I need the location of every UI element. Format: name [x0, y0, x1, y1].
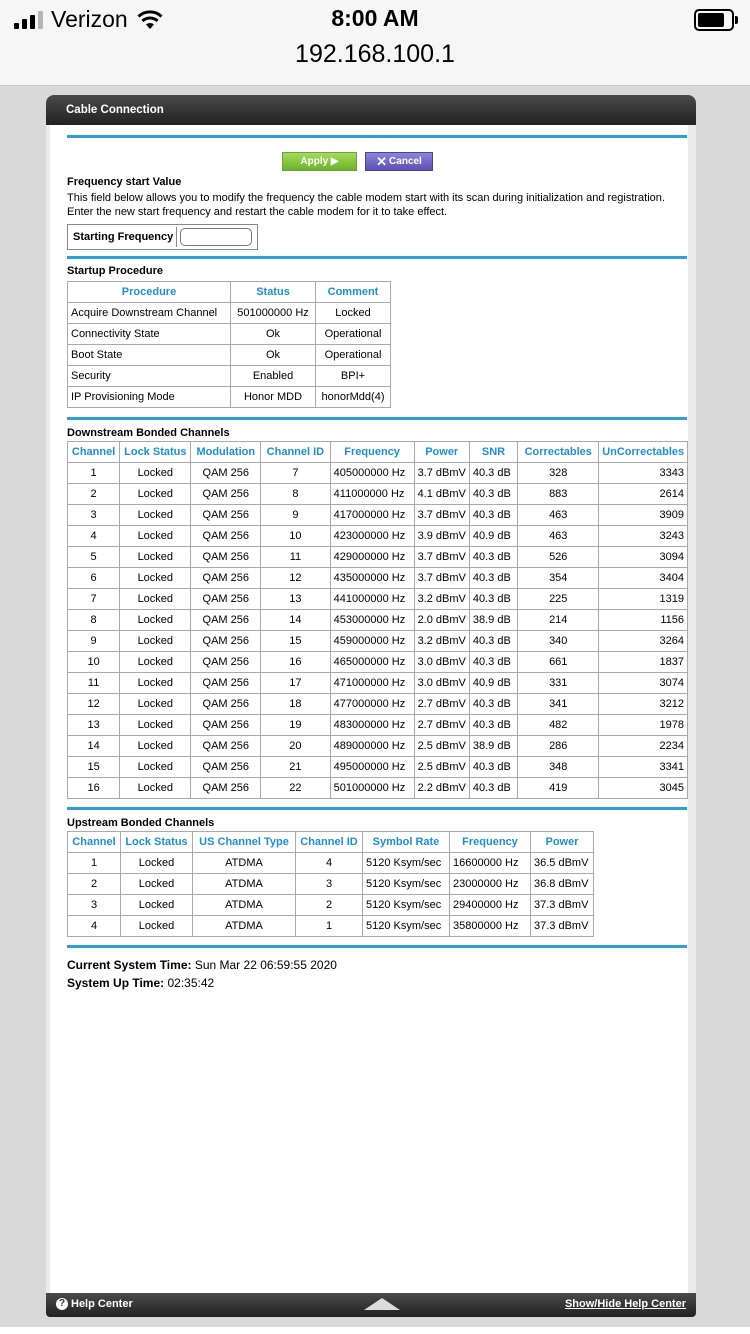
system-up-time — [67, 976, 688, 990]
upstream-cell: 5120 Ksym/sec — [363, 895, 450, 916]
startup-header-row — [68, 282, 391, 303]
upstream-column-header: Channel ID — [296, 832, 363, 853]
downstream-cell: 417000000 Hz — [330, 505, 414, 526]
upstream-cell: ATDMA — [193, 853, 296, 874]
downstream-column-header: UnCorrectables — [599, 442, 688, 463]
downstream-cell: 463 — [518, 526, 599, 547]
table-row — [68, 526, 688, 547]
downstream-cell: QAM 256 — [191, 505, 261, 526]
action-buttons — [67, 152, 688, 171]
upstream-cell: 1 — [296, 916, 363, 937]
downstream-cell: 40.3 dB — [469, 757, 517, 778]
table-row — [68, 324, 391, 345]
upstream-cell: Locked — [121, 916, 193, 937]
downstream-cell: 331 — [518, 673, 599, 694]
frequency-description: This field below allows you to modify the frequency the cable modem start with its scan during initialization and registration. Enter the new start frequency and restart the cable modem for it to take effect. — [67, 192, 665, 218]
table-row — [68, 874, 594, 895]
downstream-cell: 21 — [261, 757, 331, 778]
downstream-cell: 10 — [261, 526, 331, 547]
downstream-cell: 3404 — [599, 568, 688, 589]
downstream-cell: 15 — [261, 631, 331, 652]
table-row — [68, 366, 391, 387]
battery-icon — [694, 9, 734, 31]
downstream-column-header: SNR — [469, 442, 517, 463]
downstream-cell: 348 — [518, 757, 599, 778]
system-time-label: Current System Time: — [67, 958, 192, 972]
upstream-cell: 36.8 dBmV — [531, 874, 594, 895]
downstream-cell: 40.3 dB — [469, 505, 517, 526]
upstream-cell: Locked — [121, 853, 193, 874]
downstream-cell: 429000000 Hz — [330, 547, 414, 568]
table-row — [68, 736, 688, 757]
upstream-cell: 35800000 Hz — [450, 916, 531, 937]
downstream-cell: 2 — [68, 484, 120, 505]
downstream-cell: Locked — [120, 631, 191, 652]
downstream-cell: QAM 256 — [191, 547, 261, 568]
upstream-cell: Locked — [121, 874, 193, 895]
downstream-cell: 10 — [68, 652, 120, 673]
downstream-cell: 3.0 dBmV — [414, 673, 469, 694]
downstream-cell: 3264 — [599, 631, 688, 652]
startup-cell: Locked — [316, 303, 391, 324]
apply-button[interactable]: Apply ▶ — [282, 152, 357, 171]
upstream-heading: Upstream Bonded Channels — [67, 817, 215, 829]
upstream-cell: 4 — [296, 853, 363, 874]
downstream-cell: 16 — [261, 652, 331, 673]
downstream-cell: 1 — [68, 463, 120, 484]
downstream-cell: Locked — [120, 610, 191, 631]
help-icon: ? — [56, 1298, 68, 1310]
downstream-cell: 9 — [261, 505, 331, 526]
current-system-time — [67, 958, 688, 972]
downstream-cell: 405000000 Hz — [330, 463, 414, 484]
downstream-cell: 40.9 dB — [469, 526, 517, 547]
downstream-cell: 3243 — [599, 526, 688, 547]
startup-column-header: Status — [231, 282, 316, 303]
downstream-cell: 8 — [68, 610, 120, 631]
downstream-cell: 419 — [518, 778, 599, 799]
downstream-cell: 40.3 dB — [469, 652, 517, 673]
carrier-name: Verizon — [51, 6, 128, 32]
downstream-cell: 465000000 Hz — [330, 652, 414, 673]
downstream-cell: 12 — [261, 568, 331, 589]
startup-cell: honorMdd(4) — [316, 387, 391, 408]
upstream-cell: ATDMA — [193, 916, 296, 937]
table-row — [68, 652, 688, 673]
upstream-cell: Locked — [121, 895, 193, 916]
table-row — [68, 345, 391, 366]
downstream-cell: 477000000 Hz — [330, 694, 414, 715]
startup-cell: Boot State — [68, 345, 231, 366]
downstream-column-header: Channel ID — [261, 442, 331, 463]
downstream-cell: 328 — [518, 463, 599, 484]
system-time-value: Sun Mar 22 06:59:55 2020 — [194, 958, 337, 972]
downstream-cell: 3909 — [599, 505, 688, 526]
cancel-label: Cancel — [389, 156, 422, 167]
startup-heading: Startup Procedure — [67, 265, 163, 277]
downstream-cell: Locked — [120, 736, 191, 757]
panel-content — [50, 125, 688, 1293]
downstream-cell: 883 — [518, 484, 599, 505]
downstream-cell: 11 — [68, 673, 120, 694]
downstream-cell: 7 — [68, 589, 120, 610]
downstream-cell: 40.3 dB — [469, 484, 517, 505]
downstream-cell: QAM 256 — [191, 673, 261, 694]
downstream-cell: 12 — [68, 694, 120, 715]
downstream-cell: 1837 — [599, 652, 688, 673]
downstream-cell: 40.3 dB — [469, 715, 517, 736]
downstream-cell: 6 — [68, 568, 120, 589]
downstream-cell: QAM 256 — [191, 778, 261, 799]
downstream-cell: 4.1 dBmV — [414, 484, 469, 505]
downstream-cell: 2.5 dBmV — [414, 757, 469, 778]
downstream-column-header: Modulation — [191, 442, 261, 463]
downstream-cell: 3094 — [599, 547, 688, 568]
downstream-cell: 661 — [518, 652, 599, 673]
divider — [67, 417, 687, 420]
upstream-cell: 3 — [68, 895, 121, 916]
table-row — [68, 387, 391, 408]
downstream-cell: 495000000 Hz — [330, 757, 414, 778]
clock: 8:00 AM — [331, 5, 419, 31]
startup-column-header: Procedure — [68, 282, 231, 303]
downstream-cell: 3 — [68, 505, 120, 526]
downstream-column-header: Lock Status — [120, 442, 191, 463]
divider — [67, 135, 687, 138]
downstream-cell: 38.9 dB — [469, 610, 517, 631]
downstream-cell: 9 — [68, 631, 120, 652]
upstream-cell: 5120 Ksym/sec — [363, 874, 450, 895]
panel-title: Cable Connection — [46, 95, 696, 125]
help-center-link[interactable] — [56, 1298, 133, 1310]
startup-cell: Security — [68, 366, 231, 387]
table-row — [68, 895, 594, 916]
downstream-cell: QAM 256 — [191, 463, 261, 484]
downstream-cell: 14 — [261, 610, 331, 631]
help-center-label: Help Center — [71, 1298, 133, 1310]
startup-cell: Honor MDD — [231, 387, 316, 408]
table-row — [68, 631, 688, 652]
downstream-cell: Locked — [120, 715, 191, 736]
downstream-cell: 40.3 dB — [469, 463, 517, 484]
table-row — [68, 568, 688, 589]
downstream-table — [67, 441, 688, 799]
downstream-cell: 15 — [68, 757, 120, 778]
downstream-cell: 8 — [261, 484, 331, 505]
downstream-heading: Downstream Bonded Channels — [67, 427, 230, 439]
downstream-cell: QAM 256 — [191, 589, 261, 610]
table-row — [68, 463, 688, 484]
downstream-cell: 3.7 dBmV — [414, 463, 469, 484]
downstream-cell: 22 — [261, 778, 331, 799]
table-row — [68, 610, 688, 631]
startup-cell: BPI+ — [316, 366, 391, 387]
downstream-cell: 17 — [261, 673, 331, 694]
downstream-cell: 214 — [518, 610, 599, 631]
table-row — [68, 853, 594, 874]
downstream-cell: 2234 — [599, 736, 688, 757]
ios-status-bar — [0, 0, 750, 86]
upstream-column-header: Frequency — [450, 832, 531, 853]
downstream-cell: Locked — [120, 505, 191, 526]
downstream-cell: 3.7 dBmV — [414, 547, 469, 568]
downstream-cell: Locked — [120, 673, 191, 694]
downstream-cell: 441000000 Hz — [330, 589, 414, 610]
downstream-cell: 482 — [518, 715, 599, 736]
downstream-cell: 526 — [518, 547, 599, 568]
downstream-column-header: Power — [414, 442, 469, 463]
startup-cell: Connectivity State — [68, 324, 231, 345]
downstream-cell: 453000000 Hz — [330, 610, 414, 631]
upstream-cell: 16600000 Hz — [450, 853, 531, 874]
upstream-cell: 4 — [68, 916, 121, 937]
downstream-cell: 286 — [518, 736, 599, 757]
table-row — [68, 694, 688, 715]
startup-cell: Operational — [316, 345, 391, 366]
downstream-cell: 5 — [68, 547, 120, 568]
show-hide-help-link[interactable]: Show/Hide Help Center — [564, 1298, 686, 1310]
upstream-cell: 37.3 dBmV — [531, 895, 594, 916]
downstream-cell: Locked — [120, 694, 191, 715]
downstream-cell: QAM 256 — [191, 526, 261, 547]
downstream-cell: QAM 256 — [191, 631, 261, 652]
downstream-cell: 4 — [68, 526, 120, 547]
downstream-cell: Locked — [120, 547, 191, 568]
cable-connection-panel — [46, 95, 696, 1317]
downstream-cell: 483000000 Hz — [330, 715, 414, 736]
downstream-cell: QAM 256 — [191, 484, 261, 505]
table-row — [68, 715, 688, 736]
downstream-cell: 3.2 dBmV — [414, 589, 469, 610]
downstream-cell: 3.7 dBmV — [414, 505, 469, 526]
downstream-cell: 459000000 Hz — [330, 631, 414, 652]
downstream-column-header: Correctables — [518, 442, 599, 463]
downstream-cell: 354 — [518, 568, 599, 589]
downstream-cell: 40.9 dB — [469, 673, 517, 694]
downstream-cell: 2.2 dBmV — [414, 778, 469, 799]
downstream-cell: Locked — [120, 589, 191, 610]
downstream-cell: Locked — [120, 757, 191, 778]
table-row — [68, 589, 688, 610]
downstream-column-header: Channel — [68, 442, 120, 463]
downstream-cell: 40.3 dB — [469, 589, 517, 610]
downstream-cell: Locked — [120, 526, 191, 547]
downstream-cell: 7 — [261, 463, 331, 484]
uptime-value: 02:35:42 — [167, 976, 215, 990]
upstream-column-header: Power — [531, 832, 594, 853]
startup-cell: IP Provisioning Mode — [68, 387, 231, 408]
downstream-cell: 2.0 dBmV — [414, 610, 469, 631]
downstream-cell: Locked — [120, 778, 191, 799]
downstream-cell: Locked — [120, 463, 191, 484]
startup-cell: Operational — [316, 324, 391, 345]
table-row — [68, 757, 688, 778]
upstream-cell: 2 — [296, 895, 363, 916]
table-row — [68, 916, 594, 937]
browser-bottom-edge — [0, 1327, 750, 1334]
downstream-cell: QAM 256 — [191, 715, 261, 736]
downstream-cell: QAM 256 — [191, 610, 261, 631]
downstream-cell: 501000000 Hz — [330, 778, 414, 799]
upstream-cell: 2 — [68, 874, 121, 895]
downstream-cell: 3074 — [599, 673, 688, 694]
downstream-cell: 18 — [261, 694, 331, 715]
downstream-cell: 2.7 dBmV — [414, 715, 469, 736]
downstream-cell: QAM 256 — [191, 757, 261, 778]
downstream-cell: QAM 256 — [191, 694, 261, 715]
cancel-button[interactable] — [365, 152, 433, 171]
table-row — [68, 303, 391, 324]
downstream-cell: 11 — [261, 547, 331, 568]
downstream-cell: QAM 256 — [191, 652, 261, 673]
upstream-cell: 36.5 dBmV — [531, 853, 594, 874]
startup-cell: 501000000 Hz — [231, 303, 316, 324]
downstream-cell: 13 — [261, 589, 331, 610]
upstream-cell: 5120 Ksym/sec — [363, 916, 450, 937]
downstream-cell: 3.9 dBmV — [414, 526, 469, 547]
downstream-cell: Locked — [120, 652, 191, 673]
downstream-cell: 40.3 dB — [469, 694, 517, 715]
address-bar-url[interactable]: 192.168.100.1 — [295, 40, 455, 68]
upstream-table — [67, 831, 594, 937]
downstream-header-row — [68, 442, 688, 463]
downstream-cell: 3343 — [599, 463, 688, 484]
downstream-cell: 20 — [261, 736, 331, 757]
divider — [67, 807, 687, 810]
downstream-cell: 1319 — [599, 589, 688, 610]
upstream-cell: 37.3 dBmV — [531, 916, 594, 937]
downstream-cell: 40.3 dB — [469, 568, 517, 589]
starting-frequency-row — [67, 224, 258, 250]
downstream-cell: 2614 — [599, 484, 688, 505]
startup-table — [67, 281, 391, 408]
upstream-column-header: Channel — [68, 832, 121, 853]
downstream-column-header: Frequency — [330, 442, 414, 463]
table-row — [68, 673, 688, 694]
downstream-cell: 423000000 Hz — [330, 526, 414, 547]
table-row — [68, 505, 688, 526]
downstream-cell: 411000000 Hz — [330, 484, 414, 505]
downstream-cell: 340 — [518, 631, 599, 652]
startup-column-header: Comment — [316, 282, 391, 303]
downstream-cell: Locked — [120, 484, 191, 505]
upstream-cell: ATDMA — [193, 895, 296, 916]
startup-cell: Ok — [231, 324, 316, 345]
table-row — [68, 778, 688, 799]
downstream-cell: 3341 — [599, 757, 688, 778]
startup-cell: Acquire Downstream Channel — [68, 303, 231, 324]
downstream-cell: 38.9 dB — [469, 736, 517, 757]
downstream-cell: 40.3 dB — [469, 778, 517, 799]
downstream-cell: 3.0 dBmV — [414, 652, 469, 673]
upstream-column-header: Symbol Rate — [363, 832, 450, 853]
startup-cell: Ok — [231, 345, 316, 366]
upstream-cell: 23000000 Hz — [450, 874, 531, 895]
downstream-cell: 40.3 dB — [469, 547, 517, 568]
starting-frequency-input[interactable] — [180, 228, 252, 246]
frequency-heading: Frequency start Value — [67, 176, 182, 188]
downstream-cell: 3.2 dBmV — [414, 631, 469, 652]
divider — [67, 945, 687, 948]
downstream-cell: 471000000 Hz — [330, 673, 414, 694]
downstream-cell: 435000000 Hz — [330, 568, 414, 589]
downstream-cell: 341 — [518, 694, 599, 715]
downstream-cell: QAM 256 — [191, 736, 261, 757]
table-row — [68, 484, 688, 505]
divider — [67, 256, 687, 259]
upstream-cell: 1 — [68, 853, 121, 874]
upstream-header-row — [68, 832, 594, 853]
downstream-cell: 13 — [68, 715, 120, 736]
downstream-cell: 3.7 dBmV — [414, 568, 469, 589]
downstream-cell: 19 — [261, 715, 331, 736]
close-icon: ✕ — [376, 153, 388, 169]
downstream-cell: 1156 — [599, 610, 688, 631]
upstream-column-header: Lock Status — [121, 832, 193, 853]
table-row — [68, 547, 688, 568]
starting-frequency-label: Starting Frequency — [70, 227, 177, 247]
downstream-cell: 1978 — [599, 715, 688, 736]
downstream-cell: Locked — [120, 568, 191, 589]
expand-arrow-icon[interactable] — [364, 1298, 400, 1310]
downstream-cell: 2.5 dBmV — [414, 736, 469, 757]
upstream-column-header: US Channel Type — [193, 832, 296, 853]
downstream-cell: 16 — [68, 778, 120, 799]
downstream-cell: 463 — [518, 505, 599, 526]
downstream-cell: 3212 — [599, 694, 688, 715]
downstream-cell: 2.7 dBmV — [414, 694, 469, 715]
downstream-cell: 40.3 dB — [469, 631, 517, 652]
startup-cell: Enabled — [231, 366, 316, 387]
downstream-cell: 14 — [68, 736, 120, 757]
uptime-label: System Up Time: — [67, 976, 165, 990]
downstream-cell: QAM 256 — [191, 568, 261, 589]
downstream-cell: 489000000 Hz — [330, 736, 414, 757]
downstream-cell: 3045 — [599, 778, 688, 799]
downstream-cell: 225 — [518, 589, 599, 610]
upstream-cell: ATDMA — [193, 874, 296, 895]
upstream-cell: 29400000 Hz — [450, 895, 531, 916]
upstream-cell: 3 — [296, 874, 363, 895]
upstream-cell: 5120 Ksym/sec — [363, 853, 450, 874]
help-footer-bar — [46, 1293, 696, 1317]
